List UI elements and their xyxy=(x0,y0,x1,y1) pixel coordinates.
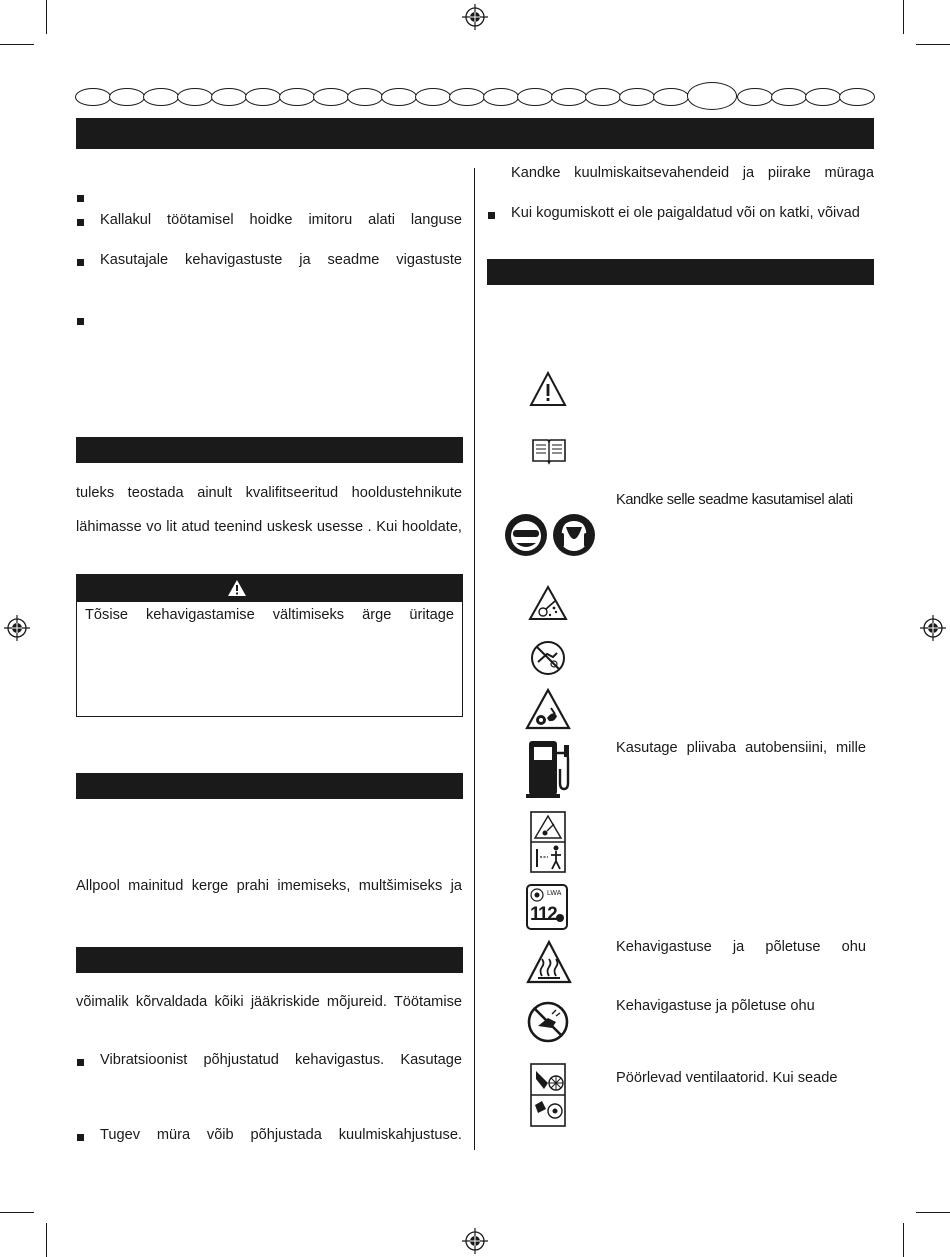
sound-speaker-icon xyxy=(530,888,544,902)
language-tab xyxy=(177,88,213,106)
crop-mark xyxy=(903,1223,904,1257)
bullet-text: Vibratsioonist põhjustatud kehavigastus. Kasutage xyxy=(100,1052,462,1068)
language-tab xyxy=(771,88,807,106)
section-header-bar-intended-use xyxy=(76,773,463,799)
symbol-text: Kasutage pliivaba autobensiini, mille xyxy=(616,740,866,756)
symbol-text: Kehavigastuse ja põletuse ohu xyxy=(616,939,866,955)
language-tab xyxy=(415,88,451,106)
bullet-text: Tugev müra võib põhjustada kuulmiskahjustuse. xyxy=(100,1127,462,1143)
crop-mark xyxy=(0,1212,34,1213)
bullet-text: Kasutajale kehavigastuste ja seadme vigastuste xyxy=(100,252,462,268)
bullet-icon xyxy=(77,318,84,325)
flying-objects-icon xyxy=(528,585,568,621)
symbol-text: Kandke selle seadme kasutamisel alati xyxy=(616,492,853,508)
language-tab xyxy=(313,88,349,106)
sound-label: LWA xyxy=(547,890,562,897)
intended-use-text: Allpool mainitud kerge prahi imemiseks, multšimiseks ja xyxy=(76,878,462,894)
warning-text: Tõsise kehavigastamise vältimiseks ärge üritage xyxy=(85,607,454,623)
bullet-icon xyxy=(77,259,84,266)
no-touch-hot-icon xyxy=(526,1000,570,1044)
language-tab-active xyxy=(687,82,737,110)
read-manual-icon xyxy=(531,437,567,465)
language-tab xyxy=(653,88,689,106)
warning-header xyxy=(77,575,462,602)
language-tab xyxy=(449,88,485,106)
language-tab xyxy=(737,88,773,106)
eye-ear-protection-icon xyxy=(504,513,596,557)
residual-risks-text: võimalik kõrvaldada kõiki jääkriskide mõjureid. Töötamise xyxy=(76,994,462,1010)
fuel-pump-icon xyxy=(526,739,574,799)
bullet-text: Kui kogumiskott ei ole paigaldatud või on katki, võivad xyxy=(511,205,860,221)
keep-bystanders-away-icon xyxy=(530,811,566,873)
language-tab xyxy=(245,88,281,106)
language-tab xyxy=(517,88,553,106)
section-header-bar-service xyxy=(76,437,463,463)
rotating-fan-icon xyxy=(525,688,571,730)
crop-mark xyxy=(916,1212,950,1213)
bullet-text: Kallakul töötamisel hoidke imitoru alati languse xyxy=(100,212,462,228)
crop-mark xyxy=(46,1223,47,1257)
sound-power-label xyxy=(526,884,568,930)
hot-surface-icon xyxy=(526,940,572,984)
section-header-bar-residual-risks xyxy=(76,947,463,973)
registration-mark-icon xyxy=(462,1228,488,1254)
crop-mark xyxy=(0,44,34,45)
language-tab xyxy=(805,88,841,106)
decibel-mark xyxy=(556,914,564,922)
language-tab xyxy=(619,88,655,106)
service-text: lähimasse vo lit atud teenind uskesk usesse . Kui hooldate, xyxy=(76,519,462,535)
language-tab xyxy=(483,88,519,106)
symbol-text: Pöörlevad ventilaatorid. Kui seade xyxy=(616,1070,838,1086)
no-hands-in-intake-icon xyxy=(529,640,567,676)
bullet-icon xyxy=(488,212,495,219)
crop-mark xyxy=(916,44,950,45)
registration-mark-icon xyxy=(4,615,30,641)
service-text: tuleks teostada ainult kvalifitseeritud hooldustehnikute xyxy=(76,485,462,501)
symbol-text: Kehavigastuse ja põletuse ohu xyxy=(616,998,815,1014)
language-tab xyxy=(839,88,875,106)
language-tab xyxy=(347,88,383,106)
warning-box xyxy=(76,574,463,717)
language-tab xyxy=(143,88,179,106)
warning-triangle-icon xyxy=(227,579,247,597)
language-tab xyxy=(211,88,247,106)
bullet-icon xyxy=(77,195,84,202)
language-tab xyxy=(75,88,111,106)
language-tab xyxy=(109,88,145,106)
bullet-icon xyxy=(77,219,84,226)
rotating-fans-icon xyxy=(530,1063,566,1127)
paragraph-text: Kandke kuulmiskaitsevahendeid ja piirake müraga xyxy=(511,165,874,181)
language-tab xyxy=(381,88,417,106)
section-header-bar-symbols xyxy=(487,259,874,285)
bullet-icon xyxy=(77,1134,84,1141)
column-divider xyxy=(474,168,475,1150)
crop-mark xyxy=(903,0,904,34)
language-tab xyxy=(279,88,315,106)
registration-mark-icon xyxy=(462,4,488,30)
language-tab xyxy=(551,88,587,106)
registration-mark-icon xyxy=(920,615,946,641)
warning-triangle-icon xyxy=(529,371,567,407)
page-title-bar xyxy=(76,118,874,149)
language-tab xyxy=(585,88,621,106)
sound-value: 112 xyxy=(530,904,557,925)
language-tabs xyxy=(75,88,875,108)
crop-mark xyxy=(46,0,47,34)
bullet-icon xyxy=(77,1059,84,1066)
